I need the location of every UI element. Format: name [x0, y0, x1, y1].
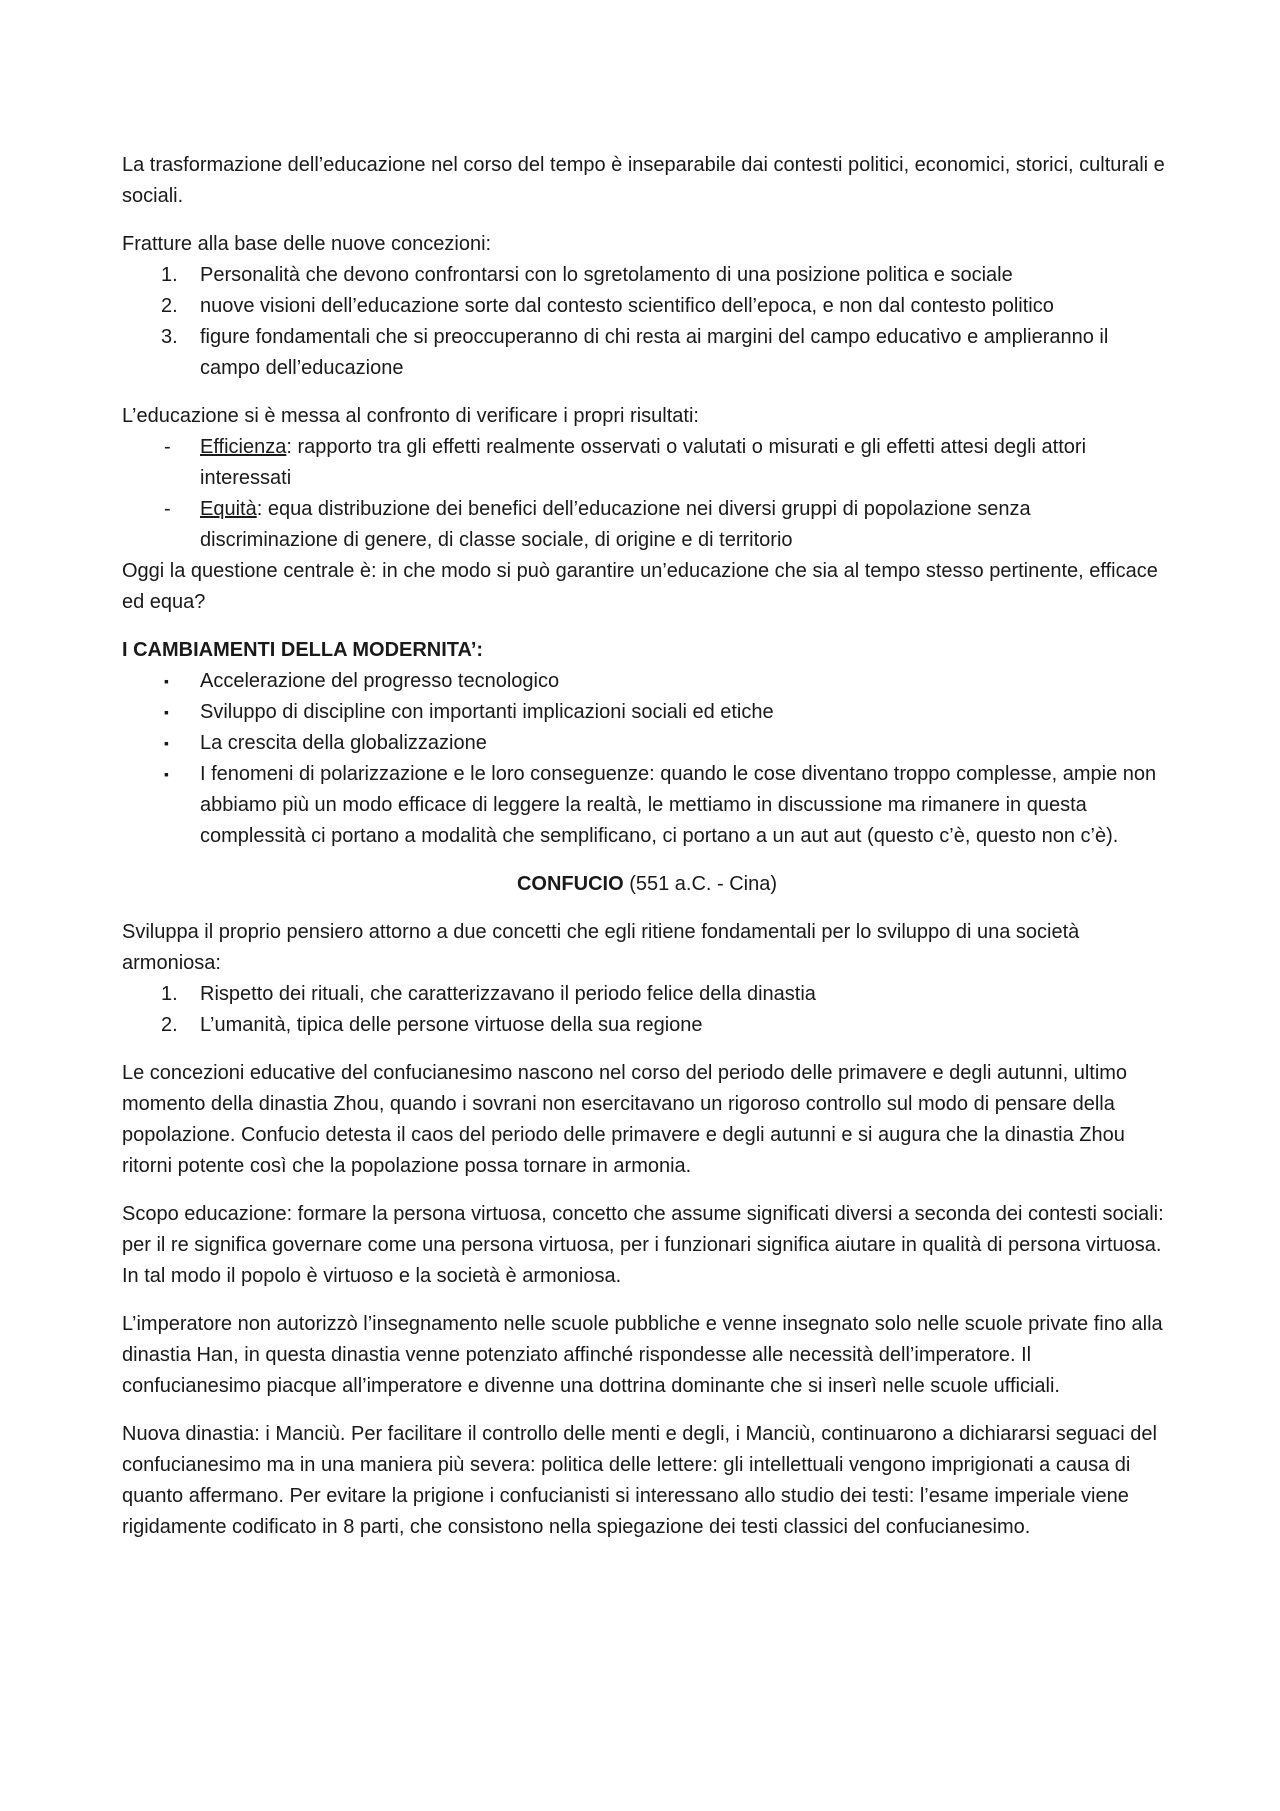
confucio-title	[122, 869, 1172, 900]
list-item	[122, 1010, 1172, 1041]
fratture-lead: Fratture alla base delle nuove concezioni:	[122, 233, 492, 255]
confucio-lead: Sviluppa il proprio pensiero attorno a due concetti che egli ritiene fondamentali per lo sviluppo di una società armoniosa:	[122, 921, 1080, 974]
term-efficienza: Efficienza	[200, 436, 287, 458]
central-question: Oggi la questione centrale è: in che modo si può garantire un’educazione che sia al tempo stesso pertinente, efficace ed equa?	[122, 560, 1158, 613]
dash-marker: -	[164, 436, 171, 458]
list-item	[122, 759, 1172, 852]
confucio-title-bold: CONFUCIO	[516, 873, 624, 895]
list-number: 1.	[161, 264, 178, 286]
term-equita: Equità	[200, 498, 257, 520]
list-item	[122, 432, 1172, 494]
confucio-paragraph-3: L’imperatore non autorizzò l’insegnamento nelle scuole pubbliche e venne insegnato solo nelle scuole private fino alla dinastia Han, in questa dinastia venne potenziato affinché rispondesse alle necessità dell’imperatore. Il confucianesimo piacque all’imperatore e divenne una dottrina dominante che si inserì nelle scuole ufficiali.	[122, 1313, 1163, 1397]
list-number: 1.	[161, 983, 178, 1005]
confucio-paragraph-4: Nuova dinastia: i Manciù. Per facilitare il controllo delle menti e degli, i Manciù, continuarono a dichiararsi seguaci del confucianesimo ma in una maniera più severa: politica delle lettere: gli intellettuali vengono imprigionati a causa di quanto affermano. Per evitare la prigione i confucianisti si interessano allo studio dei testi: l’esame imperiale viene rigidamente codificato in 8 parti, che consistono nella spiegazione dei testi classici del confucianesimo.	[122, 1423, 1157, 1538]
square-bullet: ▪	[164, 704, 169, 720]
list-item-text: Sviluppo di discipline con importanti implicazioni sociali ed etiche	[200, 701, 774, 723]
document-page	[122, 150, 1172, 1560]
square-bullet: ▪	[164, 735, 169, 751]
list-item-text: figure fondamentali che si preoccuperanno di chi resta ai margini del campo educativo e amplieranno il campo dell’educazione	[200, 326, 1109, 379]
fratture-list	[122, 260, 1172, 384]
list-item	[122, 291, 1172, 322]
intro-paragraph: La trasformazione dell’educazione nel corso del tempo è inseparabile dai contesti politici, economici, storici, culturali e sociali.	[122, 154, 1165, 207]
list-item-text: nuove visioni dell’educazione sorte dal contesto scientifico dell’epoca, e non dal contesto politico	[200, 295, 1054, 317]
list-number: 3.	[161, 326, 178, 348]
square-bullet: ▪	[164, 673, 169, 689]
list-item	[122, 979, 1172, 1010]
list-item-text: : equa distribuzione dei benefici dell’educazione nei diversi gruppi di popolazione senza discriminazione di genere, di classe sociale, di origine e di territorio	[200, 498, 1031, 551]
confucio-paragraph-1: Le concezioni educative del confucianesimo nascono nel corso del periodo delle primavere e degli autunni, ultimo momento della dinastia Zhou, quando i sovrani non esercitavano un rigoroso controllo sul modo di pensare della popolazione. Confucio detesta il caos del periodo delle primavere e degli autunni e si augura che la dinastia Zhou ritorni potente così che la popolazione possa tornare in armonia.	[122, 1062, 1128, 1177]
list-item	[122, 494, 1172, 556]
verifica-lead: L’educazione si è messa al confronto di verificare i propri risultati:	[122, 405, 699, 427]
list-item-text: I fenomeni di polarizzazione e le loro conseguenze: quando le cose diventano troppo complesse, ampie non abbiamo più un modo efficace di leggere la realtà, le mettiamo in discussione ma rimanere in questa complessità ci portano a modalità che semplificano, ci portano a un aut aut (questo c’è, questo non c’è).	[200, 763, 1157, 847]
list-item-text: La crescita della globalizzazione	[200, 732, 487, 754]
list-item-text: Personalità che devono confrontarsi con lo sgretolamento di una posizione politica e sociale	[200, 264, 1013, 286]
confucio-list	[122, 979, 1172, 1041]
list-item-text: : rapporto tra gli effetti realmente osservati o valutati o misurati e gli effetti attesi degli attori interessati	[200, 436, 1087, 489]
list-item	[122, 666, 1172, 697]
confucio-title-rest: (551 a.C. - Cina)	[623, 873, 778, 895]
verifica-list	[122, 432, 1172, 556]
list-item-text: Accelerazione del progresso tecnologico	[200, 670, 560, 692]
confucio-paragraph-2: Scopo educazione: formare la persona virtuosa, concetto che assume significati diversi a seconda dei contesti sociali: per il re significa governare come una persona virtuosa, per i funzionari significa aiutare in qualità di persona virtuosa. In tal modo il popolo è virtuoso e la società è armoniosa.	[122, 1203, 1164, 1287]
list-item	[122, 697, 1172, 728]
dash-marker: -	[164, 498, 171, 520]
list-item-text: Rispetto dei rituali, che caratterizzavano il periodo felice della dinastia	[200, 983, 816, 1005]
list-number: 2.	[161, 1014, 178, 1036]
list-item	[122, 260, 1172, 291]
list-number: 2.	[161, 295, 178, 317]
list-item	[122, 322, 1172, 384]
square-bullet: ▪	[164, 766, 169, 782]
list-item-text: L’umanità, tipica delle persone virtuose della sua regione	[200, 1014, 703, 1036]
modernita-list	[122, 666, 1172, 852]
list-item	[122, 728, 1172, 759]
modernita-heading: I CAMBIAMENTI DELLA MODERNITA’:	[122, 639, 484, 661]
